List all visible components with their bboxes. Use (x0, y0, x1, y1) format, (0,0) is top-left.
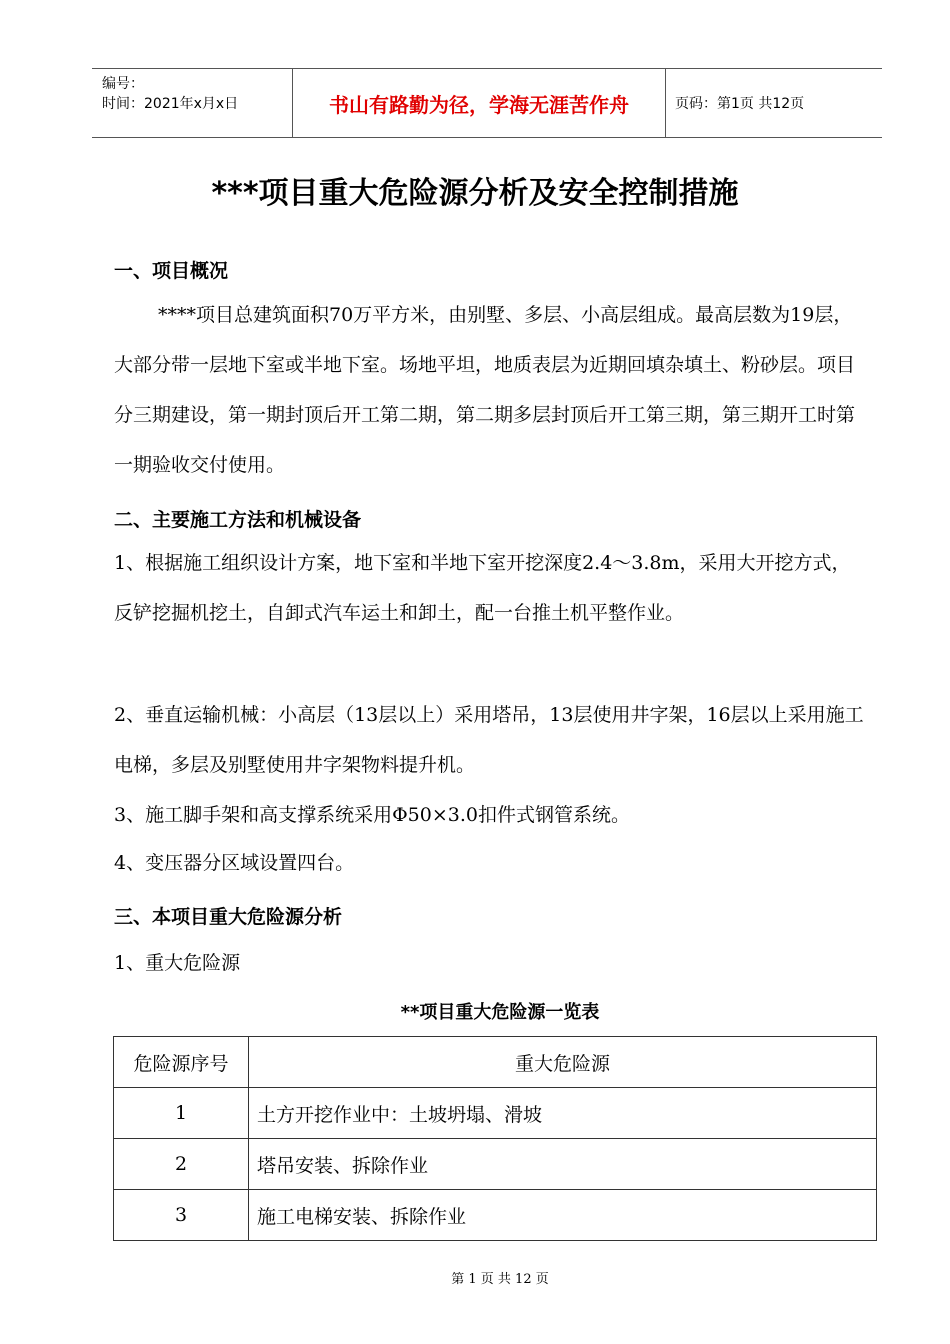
table-header-hazard: 重大危险源 (249, 1037, 877, 1088)
table-row (114, 1139, 877, 1190)
table-cell-hazard: 施工电梯安装、拆除作业 (249, 1190, 877, 1241)
section-2-heading: 二、主要施工方法和机械设备 (114, 509, 362, 531)
header-time-label: 时间：2021年x月x日 (102, 96, 239, 112)
section-1-paragraph: ****项目总建筑面积70万平方米，由别墅、多层、小高层组成。最高层数为19层，大部分带一层地下室或半地下室。场地平坦，地质表层为近期回填杂填土、粉砂层。项目分三期建设，第一期封顶后开工第二期，第二期多层封顶后开工第三期，第三期开工时第一期验收交付使用。 (114, 304, 856, 476)
table-header-row (114, 1037, 877, 1088)
section-2-item-4: 4、变压器分区域设置四台。 (114, 852, 355, 874)
table-caption: **项目重大危险源一览表 (400, 1002, 600, 1023)
table-cell-number: 3 (114, 1190, 249, 1241)
table-cell-number: 2 (114, 1139, 249, 1190)
document-title: ***项目重大危险源分析及安全控制措施 (211, 176, 739, 211)
table-cell-hazard: 土方开挖作业中：土坡坍塌、滑坡 (249, 1088, 877, 1139)
table-cell-number: 1 (114, 1088, 249, 1139)
section-2-item-3: 3、施工脚手架和高支撑系统采用Φ50×3.0扣件式钢管系统。 (114, 804, 630, 826)
hazard-table (113, 1036, 877, 1241)
document-header (92, 68, 882, 138)
section-2-item-2: 2、垂直运输机械：小高层（13层以上）采用塔吊，13层使用井字架，16层以上采用施工电梯，多层及别墅使用井字架物料提升机。 (114, 704, 864, 776)
section-1-heading: 一、项目概况 (114, 260, 229, 282)
section-2-item-1: 1、根据施工组织设计方案，地下室和半地下室开挖深度2.4～3.8m，采用大开挖方式，反铲挖掘机挖土，自卸式汽车运土和卸土，配一台推土机平整作业。 (114, 552, 851, 624)
section-3-subheading: 1、重大危险源 (114, 952, 241, 974)
table-row (114, 1088, 877, 1139)
header-page-info: 页码：第1页 共12页 (675, 96, 805, 112)
section-3-heading: 三、本项目重大危险源分析 (114, 906, 343, 928)
table-row (114, 1190, 877, 1241)
header-number-label: 编号： (102, 76, 144, 92)
table-header-number: 危险源序号 (114, 1037, 249, 1088)
table-cell-hazard: 塔吊安装、拆除作业 (249, 1139, 877, 1190)
header-motto: 书山有路勤为径，学海无涯苦作舟 (292, 69, 666, 137)
page-footer: 第 1 页 共 12 页 (451, 1272, 549, 1287)
header-meta (92, 69, 292, 137)
